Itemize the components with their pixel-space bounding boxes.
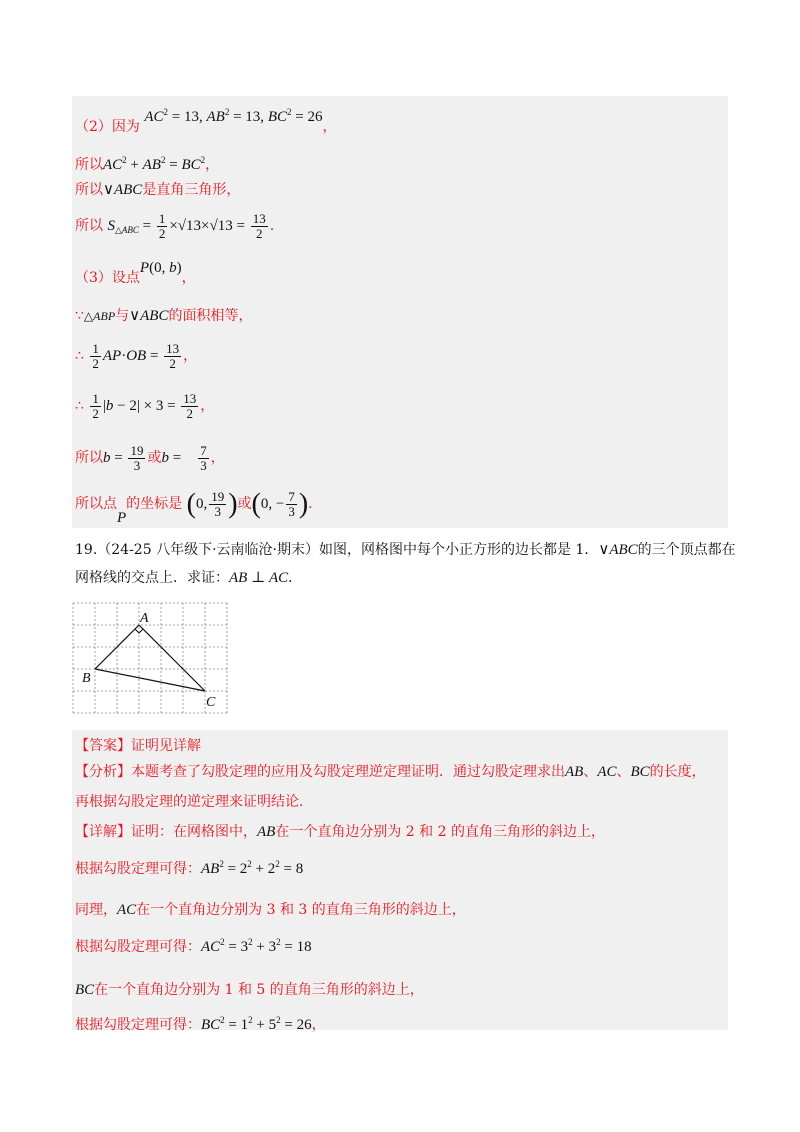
part2-so3: 所以 $S_{\triangle ABC}$ = $\frac{1}{2}$ ×√13×√13 = $\frac{13}{2}$ . bbox=[75, 211, 275, 241]
detail-line2: 同理，AC在一个直角边分别为 3 和 3 的直角三角形的斜边上， bbox=[75, 902, 466, 918]
detail-line3: BC在一个直角边分别为 1 和 5 的直角三角形的斜边上， bbox=[75, 982, 424, 998]
area-eq: $S_{\triangle ABC}$ = $\frac{1}{2}$ ×√13×√13 = $\frac{13}{2}$ bbox=[107, 211, 266, 241]
vertex-label-a: A bbox=[140, 611, 149, 626]
part2-so1: 所以$AC^2 + AB^2 = BC^2$， bbox=[75, 155, 220, 173]
detail-calc3: 根据勾股定理可得：$BC^2 = 1^2 + 5^2 = 26$， bbox=[75, 1015, 326, 1033]
final-coordinates: (0, $\frac{19}{3}$ ) bbox=[186, 488, 238, 520]
vertex-label-c: C bbox=[206, 695, 216, 710]
part3-final: 所以点P的坐标是 (0, $\frac{19}{3}$ )或(0, − $\frac{7}{3}$ ). bbox=[75, 488, 313, 526]
part3-therefore1: ∴ $\frac{1}{2}$ AP·OB = $\frac{13}{2}$ ， bbox=[75, 341, 198, 371]
part2-given-eq: $AC^2 = 13$, $AB^2 = 13$, $BC^2 = 26$ bbox=[144, 107, 323, 125]
pythagoras-sum-eq: $AC^2 + AB^2 = BC^2$ bbox=[103, 155, 206, 173]
analysis-line2: 再根据勾股定理的逆定理来证明结论． bbox=[75, 794, 313, 810]
answer-line: 【答案】证明见详解 bbox=[75, 738, 201, 754]
detail-calc1: 根据勾股定理可得：$AB^2 = 2^2 + 2^2 = 8$ bbox=[75, 859, 304, 877]
triangle-abc bbox=[95, 625, 205, 691]
grid-figure bbox=[72, 602, 232, 718]
vertex-label-b: B bbox=[82, 671, 91, 686]
detail-calc2: 根据勾股定理可得：$AC^2 = 3^2 + 3^2 = 18$ bbox=[75, 937, 312, 955]
point-p: P(0, b) bbox=[139, 260, 182, 276]
part3-therefore2: ∴ $\frac{1}{2}$ |b − 2| × 3 = $\frac{13}{2}$ ， bbox=[75, 391, 215, 421]
q19-triangle: ∨ABC bbox=[598, 542, 638, 558]
part3-set-point: （3）设点P(0, b)， bbox=[75, 260, 196, 286]
question-19-line1: 19.（24-25 八年级下·云南临沧·期末）如图，网格图中每个小正方形的边长都是 1．∨ABC的三个顶点都在 bbox=[75, 542, 736, 558]
analysis-line1: 【分析】本题考查了勾股定理的应用及勾股定理逆定理证明．通过勾股定理求出AB、AC、BC的长度， bbox=[75, 764, 706, 780]
question-19-line2: 网格线的交点上．求证：AB ⊥ AC． bbox=[75, 570, 303, 586]
q19-claim: AB ⊥ AC bbox=[229, 570, 289, 586]
detail-line1: 【详解】证明：在网格图中，AB在一个直角边分别为 2 和 2 的直角三角形的斜边上， bbox=[75, 824, 605, 840]
part2-given-line: （2）因为 $AC^2 = 13$, $AB^2 = 13$, $BC^2 = 26$， bbox=[75, 107, 337, 135]
triangle-symbol-abc: ∨ABC bbox=[103, 182, 143, 198]
part3-because: ∵△ABP与∨ABC的面积相等， bbox=[75, 308, 253, 324]
part2-so2: 所以∨ABC是直角三角形， bbox=[75, 182, 241, 198]
part3-so-b: 所以b = $\frac{19}{3}$ 或b = $\frac{7}{3}$ ， bbox=[75, 443, 225, 473]
